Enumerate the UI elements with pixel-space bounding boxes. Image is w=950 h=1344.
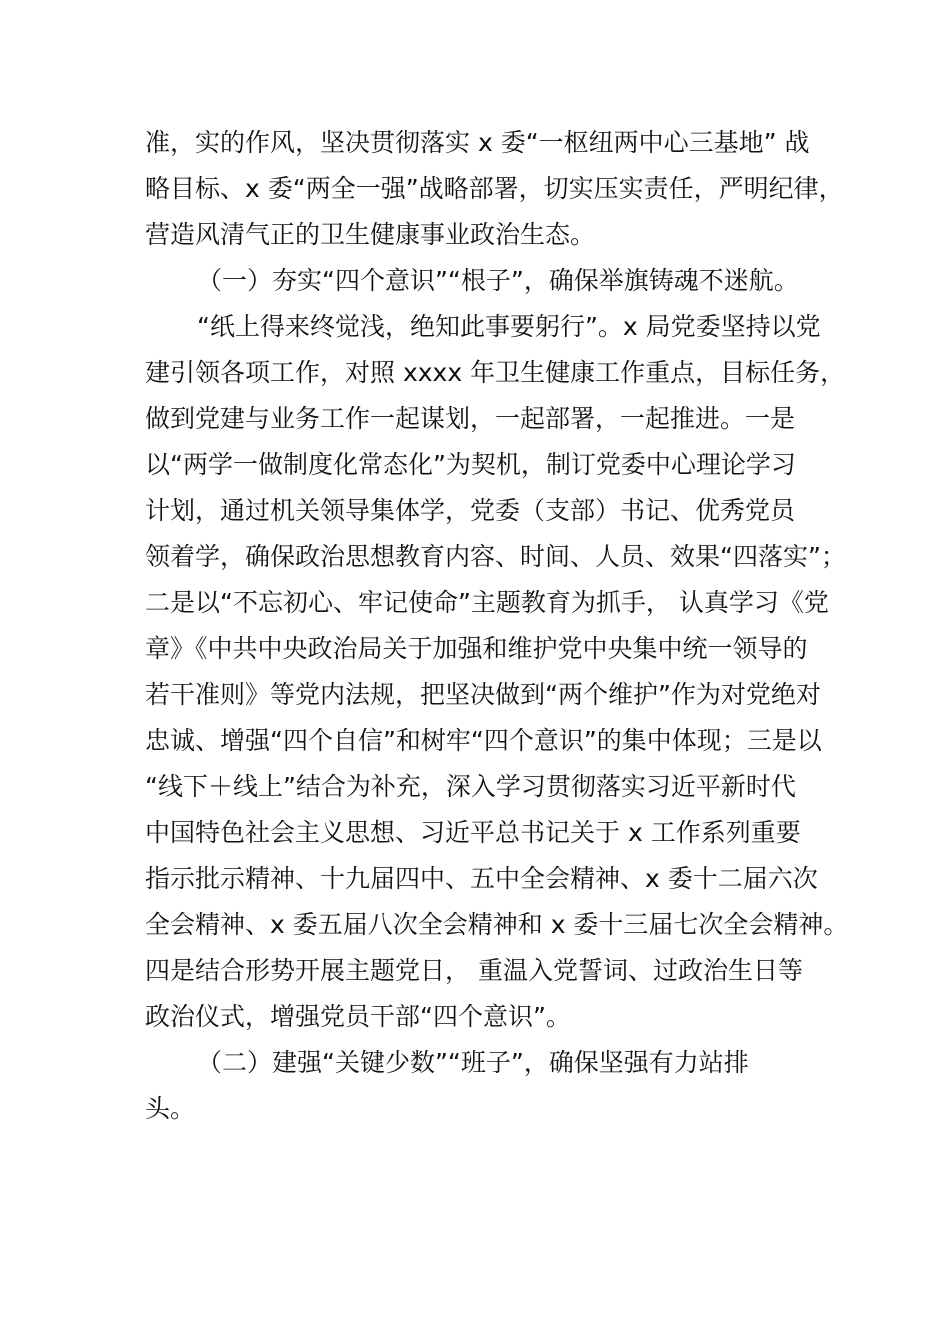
text-line: 指示批示精神、十九届四中、五中全会精神、x 委十二届六次 — [145, 864, 818, 893]
text-line: 建引领各项工作，对照 xxxx 年卫生健康工作重点，目标任务， — [145, 358, 846, 387]
text-line: 全会精神、x 委五届八次全会精神和 x 委十三届七次全会精神。 — [145, 910, 849, 939]
text-line: 二是以“不忘初心、牢记使命”主题教育为抓手， 认真学习《党 — [145, 588, 829, 617]
text-line: 准，实的作风，坚决贯彻落实 x 委“一枢纽两中心三基地” 战 — [145, 128, 810, 157]
text-line: 四是结合形势开展主题党日， 重温入党誓词、过政治生日等 — [145, 956, 803, 985]
text-line: 若干准则》等党内法规，把坚决做到“两个维护”作为对党绝对 — [145, 680, 821, 709]
text-line: 中国特色社会主义思想、习近平总书记关于 x 工作系列重要 — [145, 818, 801, 847]
text-line: 做到党建与业务工作一起谋划，一起部署，一起推进。一是 — [145, 404, 796, 433]
text-line: 政治仪式，增强党员干部“四个意识”。 — [145, 1002, 571, 1031]
text-line: “线下＋线上”结合为补充，深入学习贯彻落实习近平新时代 — [145, 772, 796, 801]
text-line: 以“两学一做制度化常态化”为契机，制订党委中心理论学习 — [145, 450, 796, 479]
text-line: 章》《中共中央政治局关于加强和维护党中央集中统一领导的 — [145, 634, 808, 663]
text-line: 忠诚、增强“四个自信”和树牢“四个意识”的集中体现；三是以 — [145, 726, 822, 755]
section-heading: （一）夯实“四个意识”“根子”，确保举旗铸魂不迷航。 — [197, 266, 799, 295]
text-line: 计划，通过机关领导集体学，党委（支部）书记、优秀党员 — [145, 496, 796, 525]
text-line: 略目标、x 委“两全一强”战略部署，切实压实责任，严明纪律， — [145, 174, 844, 203]
text-line: 营造风清气正的卫生健康事业政治生态。 — [145, 220, 596, 249]
text-line: 领着学，确保政治思想教育内容、时间、人员、效果“四落实”； — [145, 542, 846, 571]
section-heading: （二）建强“关键少数”“班子”，确保坚强有力站排 — [197, 1048, 749, 1077]
text-line: “纸上得来终觉浅，绝知此事要躬行”。x 局党委坚持以党 — [197, 312, 821, 341]
text-line: 头。 — [145, 1094, 196, 1123]
